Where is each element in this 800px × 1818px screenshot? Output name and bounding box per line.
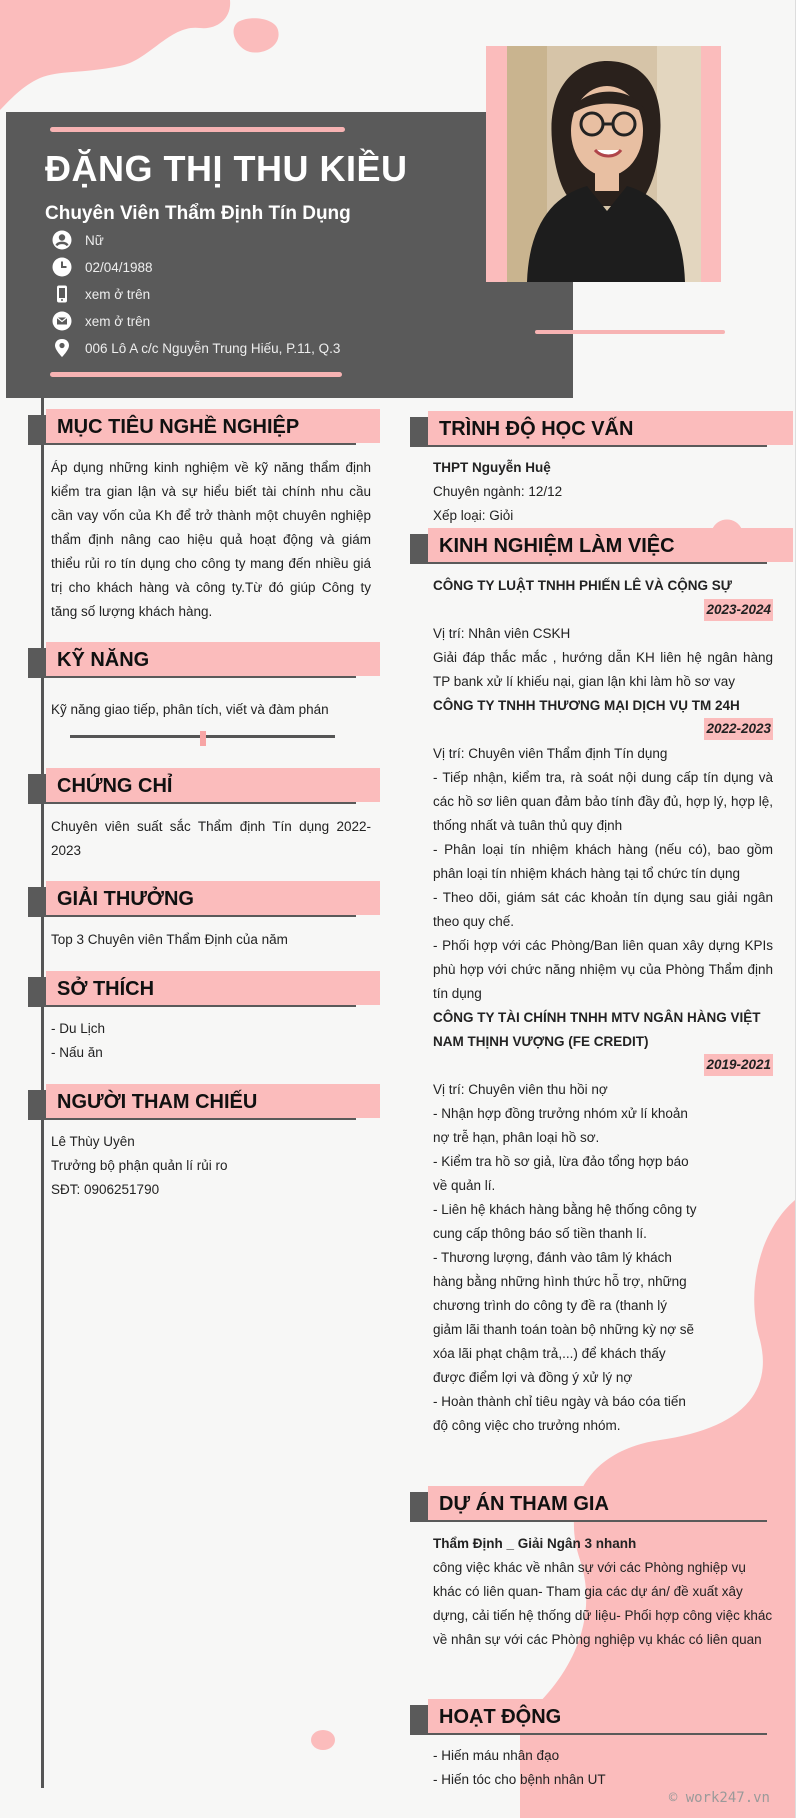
education-heading: TRÌNH ĐỘ HỌC VẤN [439,418,634,440]
job-company: CÔNG TY LUẬT TNHH PHIẾN LÊ VÀ CỘNG SỰ [433,578,732,593]
header-accent-bottom [50,372,342,377]
job-description: - Tiếp nhận, kiểm tra, rà soát nội dung cấp tín dụng và các hồ sơ liên quan đảm bảo tính đầy đủ, hợp lý, hợp lệ, thống nhất và tuân thủ quy định - Phân loại tín nhiệm khách hàng (nếu có), bao gồm phân loại tín nhiệm khách hàng tại tổ chức tín dụng - Theo dõi, giám sát các khoản tín dụng sau giải ngân theo quy chế. - Phối hợp với các Phòng/Ban liên quan xây dựng KPIs phù hợp với chức năng nhiệm vụ của Phòng Thẩm định tín dụng [433,770,773,1001]
job-description: Giải đáp thắc mắc , hướng dẫn KH liên hệ ngân hàng TP bank xử lí khiếu nại, gian lận khi làm hồ sơ vay [433,650,773,689]
watermark: © work247.vn [668,1790,770,1806]
job-period: 2022-2023 [704,718,773,740]
hobbies-heading: SỞ THÍCH [57,978,155,1000]
email-icon [52,311,72,331]
objective-heading: MỤC TIÊU NGHỀ NGHIỆP [57,416,300,438]
section-education-title [410,411,793,447]
info-email [52,309,150,333]
skill-item: Kỹ năng giao tiếp, phân tích, viết và đàm phán [51,702,329,717]
projects-heading: DỰ ÁN THAM GIA [439,1493,609,1515]
job-period: 2019-2021 [704,1054,773,1076]
info-gender [52,228,104,252]
phone-icon [52,284,72,304]
reference-phone: SĐT: 0906251790 [51,1182,160,1197]
skill-level-marker [200,731,206,746]
experience-heading: KINH NGHIỆM LÀM VIỆC [439,535,675,557]
user-icon [52,230,72,250]
award-text: Top 3 Chuyên viên Thẩm Định của năm [51,932,288,947]
info-email-text: xem ở trên [85,313,151,329]
objective-text: Áp dụng những kinh nghiệm về kỹ năng thẩm định kiểm tra gian lận và sự hiểu biết tài chính nhu cầu cần vay vốn của Kh để trở thành một chuyên nghiệp thẩm định nâng cao hiệu quả hoạt động và giám thiểu rủi ro tín dụng cho công ty mang đến nhiều giá trị cho khách hàng và công ty.Từ đó giúp Công ty tăng số lượng khách hàng. [51,460,371,619]
location-pin-icon [52,338,72,358]
info-address [52,336,340,360]
activity-item: - Hiến tóc cho bệnh nhân UT [433,1772,606,1787]
education-school: THPT Nguyễn Huệ [433,460,551,475]
job-company: CÔNG TY TÀI CHÍNH TNHH MTV NGÂN HÀNG VIỆT NAM THỊNH VƯỢNG (FE CREDIT) [433,1010,761,1049]
info-phone [52,282,150,306]
references-heading: NGƯỜI THAM CHIẾU [57,1091,258,1113]
info-gender-text: Nữ [85,232,104,248]
activities-heading: HOẠT ĐỘNG [439,1706,562,1728]
photo-accent-line [535,330,725,334]
job-company: CÔNG TY TNHH THƯƠNG MẠI DỊCH VỤ TM 24H [433,698,740,713]
small-pink-blob [308,1727,338,1753]
awards-heading: GIẢI THƯỞNG [57,888,194,910]
hobby-item: - Nấu ăn [51,1045,103,1060]
section-experience-title [410,528,793,564]
info-address-text: 006 Lô A c/c Nguyễn Trung Hiếu, P.11, Q.3 [85,340,341,356]
clock-icon [52,257,72,277]
section-activities-title [410,1699,793,1735]
section-references-title [28,1084,380,1120]
info-phone-text: xem ở trên [85,286,151,302]
section-skills-title [28,642,380,678]
profile-photo [507,46,701,282]
job-position: Vị trí: Chuyên viên thu hồi nợ [433,1082,608,1097]
education-major: Chuyên ngành: 12/12 [433,484,563,499]
header-accent-top [50,127,345,132]
section-objective-title [28,409,380,445]
job-position: Vị trí: Nhân viên CSKH [433,626,571,641]
certificates-heading: CHỨNG CHỈ [57,775,173,797]
info-birthdate-text: 02/04/1988 [85,259,153,275]
section-certificates-title [28,768,380,804]
reference-role: Trưởng bộ phận quản lí rủi ro [51,1158,228,1173]
job-description: - Nhận hợp đồng trưởng nhóm xử lí khoản nợ trễ hạn, phân loại hồ sơ. - Kiểm tra hồ sơ giả, lừa đảo tổng hợp báo về quản lí. - Liên hệ khách hàng bằng hệ thống công ty cung cấp thông báo số tiền thanh lí. - Thương lượng, đánh vào tâm lý khách hàng bằng những hình thức hỗ trợ, những chương trình do công ty đề ra (thanh lý giảm lãi thanh toán toàn bộ những kỳ nợ sẽ xóa lãi phạt chậm trả,...) để khách thấy được điểm lợi và đồng ý xử lý nợ - Hoàn thành chỉ tiêu ngày và báo cóa tiến độ công việc cho trưởng nhóm. [433,1106,697,1433]
reference-name: Lê Thùy Uyên [51,1134,135,1149]
top-left-blob [0,0,300,115]
certificate-text: Chuyên viên suất sắc Thẩm định Tín dụng 2022-2023 [51,819,371,858]
section-projects-title [410,1486,793,1522]
section-awards-title [28,881,380,917]
info-birthdate [52,255,153,279]
education-grade: Xếp loại: Giỏi [433,508,514,523]
project-name: Thẩm Định _ Giải Ngân 3 nhanh [433,1536,637,1551]
skills-heading: KỸ NĂNG [57,649,150,671]
project-description: công việc khác về nhân sự với các Phòng nghiệp vụ khác có liên quan- Tham gia các dự án/ đề xuất xây dựng, cải tiến hệ thống dữ liệu- Phối hợp công việc khác về nhân sự với các Phòng nghiệp vụ khác có liên quan [433,1560,773,1647]
job-title: Chuyên Viên Thẩm Định Tín Dụng [45,203,351,224]
candidate-name: ĐẶNG THỊ THU KIỀU [45,148,408,189]
hobby-item: - Du Lịch [51,1021,106,1036]
activity-item: - Hiến máu nhân đạo [433,1748,560,1763]
section-hobbies-title [28,971,380,1007]
job-period: 2023-2024 [704,599,773,621]
job-position: Vị trí: Chuyên viên Thẩm định Tín dụng [433,746,668,761]
